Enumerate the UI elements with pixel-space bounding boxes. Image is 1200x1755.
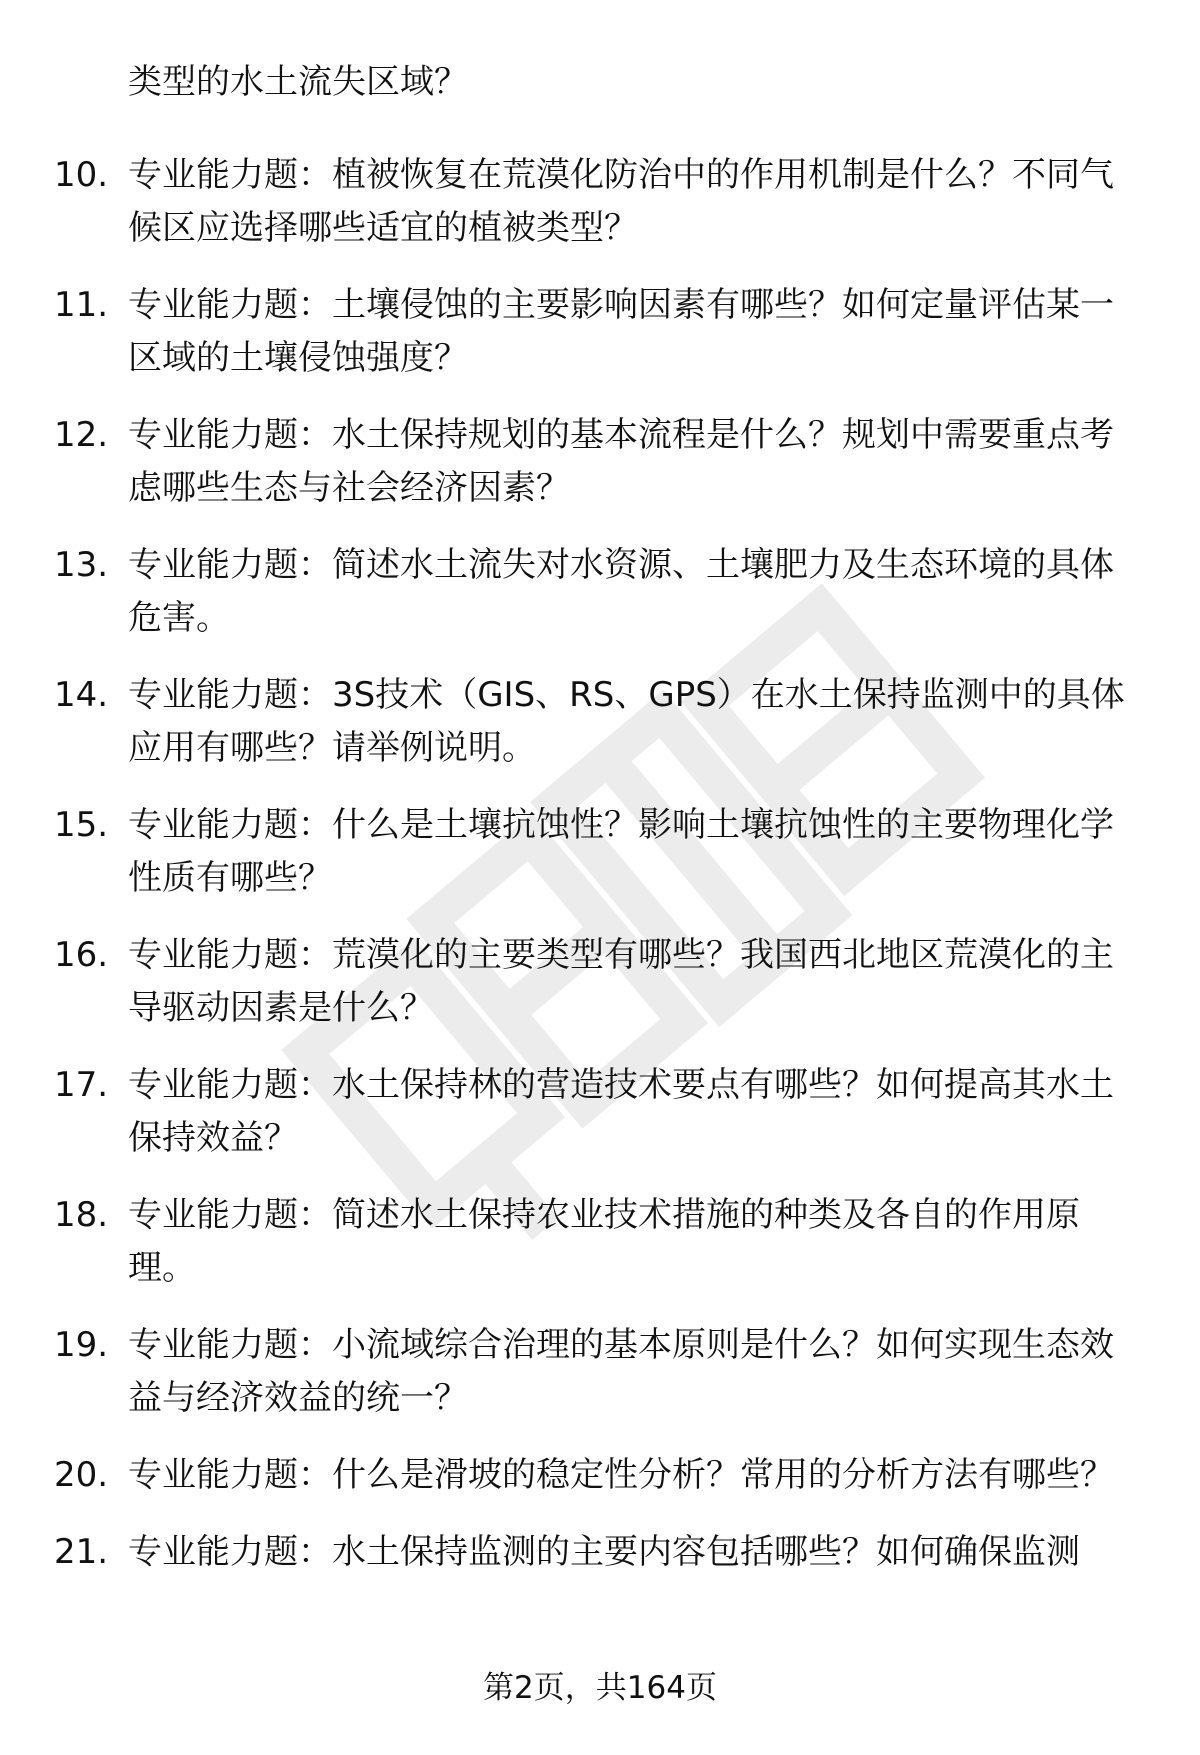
document-body (0, 56, 1200, 1603)
item-text: 专业能力题：什么是土壤抗蚀性？影响土壤抗蚀性的主要物理化学性质有哪些？ (128, 805, 1114, 898)
continuation-line: 类型的水土流失区域？ (128, 62, 468, 102)
list-item (0, 929, 1200, 1035)
list-item (0, 1059, 1200, 1165)
list-item (0, 539, 1200, 645)
list-item (0, 409, 1200, 515)
list-item (0, 279, 1200, 385)
item-number: 13. (54, 545, 109, 585)
page-footer: 第2页，共164页 (483, 1670, 717, 1706)
list-item (0, 1319, 1200, 1425)
item-number: 20. (54, 1455, 109, 1495)
item-number: 19. (54, 1325, 109, 1365)
item-text: 专业能力题：什么是滑坡的稳定性分析？常用的分析方法有哪些？ (128, 1455, 1114, 1495)
item-text: 专业能力题：植被恢复在荒漠化防治中的作用机制是什么？不同气候区应选择哪些适宜的植被类型？ (128, 155, 1114, 248)
list-item (0, 1526, 1200, 1579)
item-text: 专业能力题：小流域综合治理的基本原则是什么？如何实现生态效益与经济效益的统一？ (128, 1325, 1114, 1418)
item-text: 专业能力题：荒漠化的主要类型有哪些？我国西北地区荒漠化的主导驱动因素是什么？ (128, 935, 1114, 1028)
item-number: 21. (54, 1532, 109, 1572)
item-number: 12. (54, 415, 109, 455)
item-number: 18. (54, 1195, 109, 1235)
item-number: 15. (54, 805, 109, 845)
item-text: 专业能力题：水土保持林的营造技术要点有哪些？如何提高其水土保持效益？ (128, 1065, 1114, 1158)
list-item (0, 149, 1200, 255)
item-number: 14. (54, 675, 109, 715)
item-text: 专业能力题：水土保持监测的主要内容包括哪些？如何确保监测 (128, 1532, 1080, 1572)
item-text: 专业能力题：水土保持规划的基本流程是什么？规划中需要重点考虑哪些生态与社会经济因素？ (128, 415, 1114, 508)
item-number: 11. (54, 285, 109, 325)
item-text: 专业能力题：简述水土保持农业技术措施的种类及各自的作用原理。 (128, 1195, 1080, 1288)
item-text: 专业能力题：简述水土流失对水资源、土壤肥力及生态环境的具体危害。 (128, 545, 1114, 638)
item-number: 10. (54, 155, 109, 195)
list-item (0, 669, 1200, 775)
item-number: 17. (54, 1065, 109, 1105)
list-item (0, 1449, 1200, 1502)
item-text: 专业能力题：土壤侵蚀的主要影响因素有哪些？如何定量评估某一区域的土壤侵蚀强度？ (128, 285, 1114, 378)
list-item (0, 1189, 1200, 1295)
list-item (0, 799, 1200, 905)
item-number: 16. (54, 935, 109, 975)
item-text: 专业能力题：3S技术（GIS、RS、GPS）在水土保持监测中的具体应用有哪些？请举例说明。 (128, 675, 1125, 768)
